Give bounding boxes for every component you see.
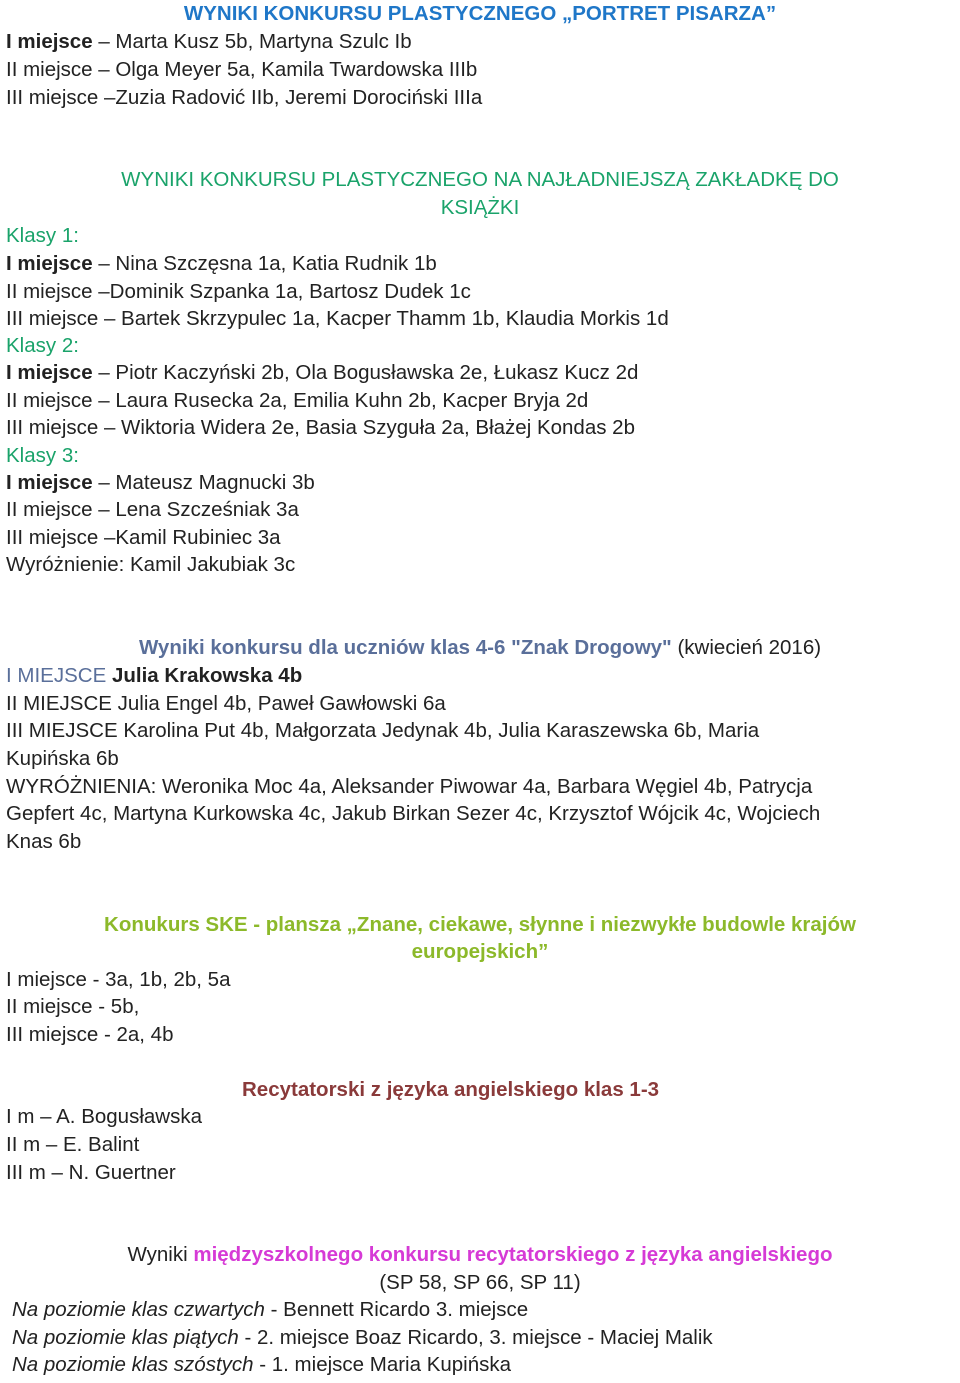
section2-title-line1: WYNIKI KONKURSU PLASTYCZNEGO NA NAJŁADNIEJSZĄ ZAKŁADKĘ DO (121, 168, 839, 191)
klasy1-heading: Klasy 1: (6, 224, 79, 247)
section4-title-line1: Konukurs SKE - plansza „Znane, ciekawe, słynne i niezwykłe budowle krajów (104, 913, 856, 936)
place-text: Julia Krakowska 4b (106, 664, 303, 687)
section4-title-line2: europejskich” (411, 940, 549, 963)
level-result: - Bennett Ricardo 3. miejsce (264, 1298, 529, 1321)
section3-place2: II MIEJSCE Julia Engel 4b, Paweł Gawłowski 6a (6, 692, 446, 715)
place-label: I miejsce (6, 252, 93, 275)
klasy2-place3: III miejsce – Wiktoria Widera 2e, Basia Szyguła 2a, Błażej Kondas 2b (6, 416, 635, 439)
level-label: Na poziomie klas piątych (12, 1326, 239, 1349)
klasy3-heading: Klasy 3: (6, 444, 79, 467)
section4-place2: II miejsce - 5b, (6, 995, 140, 1018)
section6-result-4 (12, 1296, 528, 1324)
section3-wyroznienia-line2: Gepfert 4c, Martyna Kurkowska 4c, Jakub Birkan Sezer 4c, Krzysztof Wójcik 4c, Wojciech (6, 802, 821, 825)
section1-place1 (6, 28, 412, 56)
section6-result-5 (12, 1324, 713, 1352)
level-result: - 2. miejsce Boaz Ricardo, 3. miejsce - Maciej Malik (238, 1326, 713, 1349)
section3-title (0, 634, 960, 662)
place-text: – Piotr Kaczyński 2b, Ola Bogusławska 2e, Łukasz Kucz 2d (92, 361, 639, 384)
section1-place3: III miejsce –Zuzia Radović IIb, Jeremi Dorociński IIIa (6, 86, 483, 109)
klasy1-place1 (6, 250, 437, 278)
level-label: Na poziomie klas czwartych (12, 1298, 265, 1321)
level-result: - 1. miejsce Maria Kupińska (253, 1353, 512, 1376)
place-text: – Nina Szczęsna 1a, Katia Rudnik 1b (92, 252, 437, 275)
klasy3-wyroznienie: Wyróżnienie: Kamil Jakubiak 3c (6, 553, 296, 576)
klasy3-place3: III miejsce –Kamil Rubiniec 3a (6, 526, 281, 549)
level-label: Na poziomie klas szóstych (12, 1353, 254, 1376)
klasy1-place2: II miejsce –Dominik Szpanka 1a, Bartosz Dudek 1c (6, 280, 471, 303)
section3-wyroznienia-line3: Knas 6b (6, 830, 82, 853)
section6-result-6 (12, 1351, 511, 1379)
section3-place3-line1: III MIEJSCE Karolina Put 4b, Małgorzata Jedynak 4b, Julia Karaszewska 6b, Maria (6, 719, 760, 742)
section4-place1: I miejsce - 3a, 1b, 2b, 5a (6, 968, 231, 991)
place-text: – Mateusz Magnucki 3b (92, 471, 315, 494)
section6-title-text: międzyszkolnego konkursu recytatorskiego z języka angielskiego (193, 1243, 833, 1266)
section6-subtitle: (SP 58, SP 66, SP 11) (379, 1271, 581, 1294)
section5-place2: II m – E. Balint (6, 1133, 140, 1156)
place-label: I miejsce (6, 30, 93, 53)
place-text: – Marta Kusz 5b, Martyna Szulc Ib (92, 30, 412, 53)
section4-place3: III miejsce - 2a, 4b (6, 1023, 174, 1046)
section6-title-prefix: Wyniki (127, 1243, 194, 1266)
section3-title-text: Wyniki konkursu dla uczniów klas 4-6 "Znak Drogowy" (138, 636, 672, 659)
klasy2-place1 (6, 359, 638, 387)
klasy3-place2: II miejsce – Lena Szcześniak 3a (6, 498, 299, 521)
section1-title: WYNIKI KONKURSU PLASTYCZNEGO „PORTRET PISARZA” (183, 2, 777, 25)
klasy3-place1 (6, 469, 315, 497)
section6-title (0, 1241, 960, 1269)
klasy1-place3: III miejsce – Bartek Skrzypulec 1a, Kacper Thamm 1b, Klaudia Morkis 1d (6, 307, 669, 330)
section5-place3: III m – N. Guertner (6, 1161, 176, 1184)
section3-place3-line2: Kupińska 6b (6, 747, 119, 770)
section1-place2: II miejsce – Olga Meyer 5a, Kamila Twardowska IIIb (6, 58, 478, 81)
section5-place1: I m – A. Bogusławska (6, 1105, 202, 1128)
place-label: I miejsce (6, 361, 93, 384)
section2-title-line2: KSIĄŻKI (440, 196, 520, 219)
section3-place1 (6, 662, 302, 690)
section3-title-date: (kwiecień 2016) (671, 636, 822, 659)
section5-title: Recytatorski z języka angielskiego klas 1-3 (242, 1078, 660, 1101)
section3-wyroznienia-line1: WYRÓŻNIENIA: Weronika Moc 4a, Aleksander Piwowar 4a, Barbara Węgiel 4b, Patrycja (6, 775, 813, 798)
place-label: I MIEJSCE (6, 664, 107, 687)
place-label: I miejsce (6, 471, 93, 494)
klasy2-place2: II miejsce – Laura Rusecka 2a, Emilia Kuhn 2b, Kacper Bryja 2d (6, 389, 589, 412)
klasy2-heading: Klasy 2: (6, 334, 79, 357)
